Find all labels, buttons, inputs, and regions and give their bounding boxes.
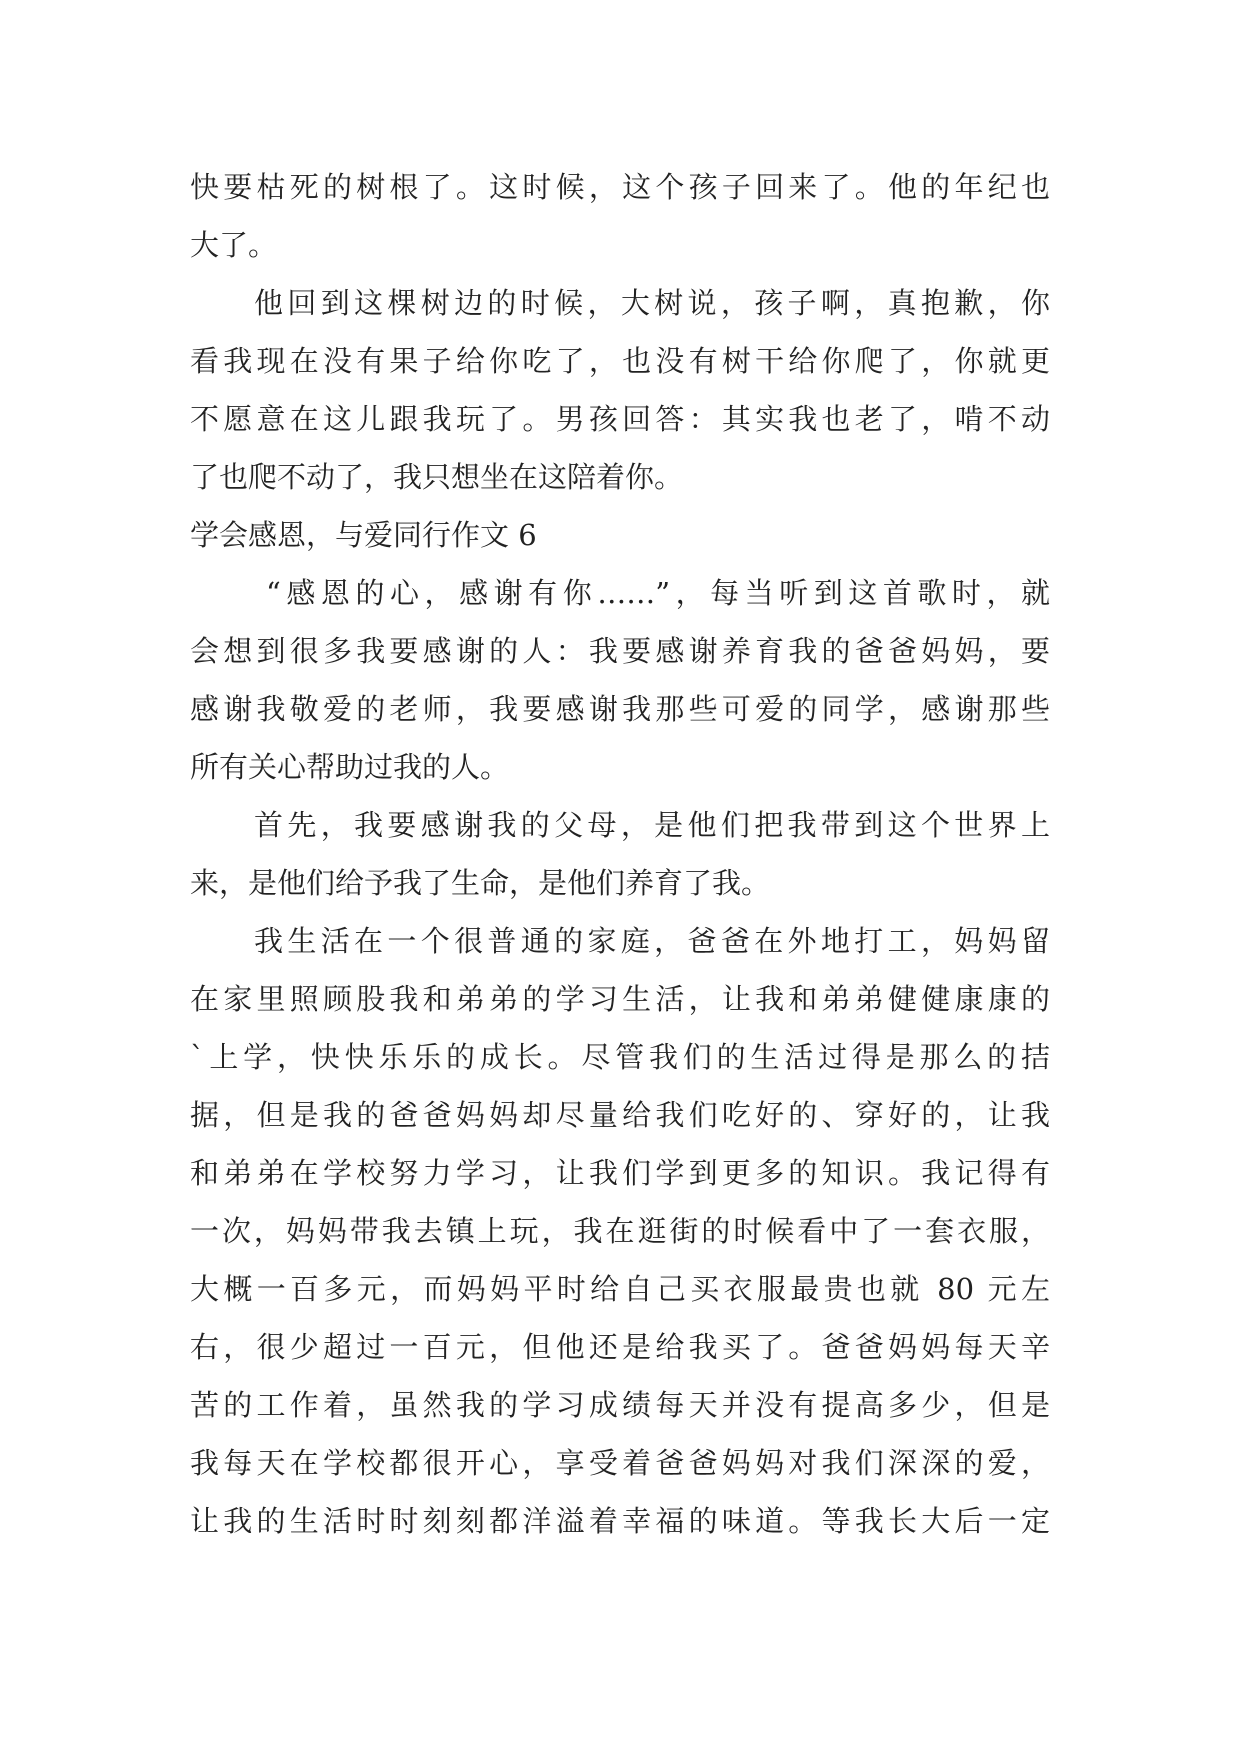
text-line: `上学，快快乐乐的成长。尽管我们的生活过得是那么的拮 [190, 1040, 1050, 1074]
paragraph-first-line: 首先，我要感谢我的父母，是他们把我带到这个世界上 [254, 808, 1050, 842]
document-body [190, 158, 1050, 1550]
text-line: 右，很少超过一百元，但他还是给我买了。爸爸妈妈每天辛 [190, 1330, 1050, 1364]
text-line: 一次，妈妈带我去镇上玩，我在逛街的时候看中了一套衣服， [190, 1214, 1050, 1248]
text-line: 所有关心帮助过我的人。 [190, 750, 510, 784]
text-line: 了也爬不动了，我只想坐在这陪着你。 [190, 460, 684, 494]
text-line: 会想到很多我要感谢的人：我要感谢养育我的爸爸妈妈，要 [190, 634, 1050, 668]
text-line: 在家里照顾股我和弟弟的学习生活，让我和弟弟健健康康的 [190, 982, 1050, 1016]
text-line: 快要枯死的树根了。这时候，这个孩子回来了。他的年纪也 [190, 170, 1050, 204]
text-line: 大概一百多元，而妈妈平时给自己买衣服最贵也就 80 元左 [190, 1272, 1050, 1306]
text-line: 不愿意在这儿跟我玩了。男孩回答：其实我也老了，啃不动 [190, 402, 1050, 436]
text-line: 和弟弟在学校努力学习，让我们学到更多的知识。我记得有 [190, 1156, 1050, 1190]
text-line: 感谢我敬爱的老师，我要感谢我那些可爱的同学，感谢那些 [190, 692, 1050, 726]
text-line: 看我现在没有果子给你吃了，也没有树干给你爬了，你就更 [190, 344, 1050, 378]
text-line: 我每天在学校都很开心，享受着爸爸妈妈对我们深深的爱， [190, 1446, 1050, 1480]
paragraph-first-line: 我生活在一个很普通的家庭，爸爸在外地打工，妈妈留 [254, 924, 1050, 958]
text-line: 让我的生活时时刻刻都洋溢着幸福的味道。等我长大后一定 [190, 1504, 1050, 1538]
text-line: 大了。 [190, 228, 278, 262]
section-heading: 学会感恩，与爱同行作文 6 [190, 518, 537, 552]
text-line: 据，但是我的爸爸妈妈却尽量给我们吃好的、穿好的，让我 [190, 1098, 1050, 1132]
paragraph-first-line: 他回到这棵树边的时候，大树说，孩子啊，真抱歉，你 [254, 286, 1050, 320]
paragraph-first-line: “感恩的心，感谢有你……”，每当听到这首歌时，就 [266, 576, 1050, 610]
text-line: 苦的工作着，虽然我的学习成绩每天并没有提高多少，但是 [190, 1388, 1050, 1422]
text-line: 来，是他们给予我了生命，是他们养育了我。 [190, 866, 771, 900]
